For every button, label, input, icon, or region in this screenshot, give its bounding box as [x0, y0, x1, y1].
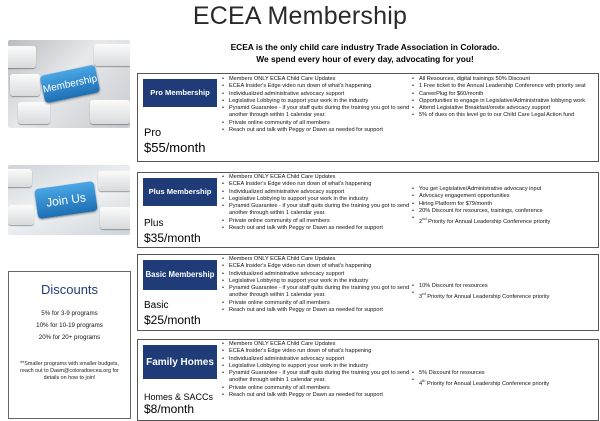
benefit: • All Resources, digital trainings 50% Discount [412, 76, 592, 83]
tier-benefits-left [222, 174, 412, 232]
benefit: • ECEA Insider's Edge video run down of what's happening [222, 348, 412, 355]
tier-badge: Plus Membership [143, 178, 217, 206]
benefit: • Individualized administrative advocacy support [222, 189, 412, 196]
discounts-title: Discounts [40, 282, 99, 297]
benefit: • Individualized administrative advocacy support [222, 271, 412, 278]
benefit: • Pyramid Guarantee - if your staff quits during the training you got to send another through within 1 calendar year. [222, 203, 412, 218]
benefit: • 4th Priority for Annual Leadership Conference priority [412, 377, 592, 388]
benefit: • Individualized administrative advocacy support [222, 356, 412, 363]
tier-badge: Family Homes [143, 345, 217, 379]
tier-name: Plus [144, 218, 164, 229]
keyboard-join-photo [8, 165, 130, 235]
benefit: • Pyramid Guarantee - if your staff quits during the training you got to send another through within 1 calendar year. [222, 370, 412, 385]
benefit: • 1 Free ticket to the Annual Leadership Conference with priority seat [412, 83, 592, 90]
tier-card-family-homes [137, 339, 599, 421]
benefit: • 20% Discount for resources, trainings, conference [412, 208, 592, 215]
discount-line: 10% for 10-19 programs [36, 322, 103, 329]
benefit: • Pyramid Guarantee - if your staff quits during the training you got to send another through within 1 calendar year. [222, 105, 412, 120]
discount-line: 5% for 3-9 programs [41, 310, 98, 317]
benefit: • Legislative Lobbying to support your work in the industry [222, 98, 412, 105]
key-shape [90, 100, 130, 124]
benefit: • Reach out and talk with Peggy or Dawn as needed for support [222, 225, 412, 232]
tier-benefits-left [222, 76, 412, 134]
tier-name: Pro [144, 127, 162, 139]
tier-benefits-right [412, 283, 592, 301]
key-shape [8, 46, 36, 68]
benefit: • Members ONLY ECEA Child Care Updates [222, 341, 412, 348]
tier-price: $35/month [144, 231, 201, 245]
benefit: • ECEA Insider's Edge video run down of what's happening [222, 181, 412, 188]
tier-price: $55/month [144, 140, 206, 155]
benefit: • Legislative Lobbying to support your work in the industry [222, 196, 412, 203]
discount-line: 20% for 20+ programs [38, 334, 101, 341]
keyboard-membership-photo [8, 40, 130, 128]
benefit: • Individualized administrative advocacy support [222, 91, 412, 98]
tagline-1: ECEA is the only child care industry Trade Association in Colorado. [230, 42, 500, 52]
tier-price: $25/month [144, 313, 201, 327]
benefit: • Pyramid Guarantee - if your staff quits during the training you got to send another through within 1 calendar year. [222, 285, 412, 300]
benefit: • Members ONLY ECEA Child Care Updates [222, 174, 412, 181]
benefit: • Hiring Platform for $79/month [412, 201, 592, 208]
tier-benefits-left [222, 341, 412, 399]
benefit: • Private online community of all members [222, 218, 412, 225]
benefit: • ECEA Insider's Edge video run down of what's happening [222, 83, 412, 90]
benefit: • 5% Discount for resources [412, 370, 592, 377]
tier-benefits-left [222, 256, 412, 314]
tier-name: Basic [144, 300, 169, 311]
benefit: • You get Legislative/Administrative advocacy input [412, 186, 592, 193]
tier-benefits-right [412, 370, 592, 388]
tier-card-plus [137, 172, 599, 248]
tier-badge: Pro Membership [143, 79, 217, 107]
benefit: • ECEA Insider's Edge video run down of what's happening [222, 263, 412, 270]
benefit: • Legislative Lobbying to support your work in the industry [222, 278, 412, 285]
tier-benefits-right [412, 76, 592, 120]
page-title: ECEA Membership [192, 2, 408, 30]
tier-price: $8/month [144, 402, 195, 416]
key-shape [8, 205, 34, 225]
benefit: • Advocacy engagement opportunities [412, 193, 592, 200]
benefit: • Private online community of all members [222, 300, 412, 307]
benefit: • Opportunities to engage in Legislative/Administrative lobbying work [412, 98, 592, 105]
tagline-2: We spend every hour of every day, advocating for you! [256, 54, 474, 64]
tier-card-basic [137, 254, 599, 331]
benefit: • Reach out and talk with Peggy or Dawn as needed for support [222, 392, 412, 399]
benefit: • Private online community of all members [222, 120, 412, 127]
key-shape [98, 171, 130, 191]
benefit: • CareerPlug for $60/month [412, 91, 592, 98]
join-us-key: Join Us [34, 181, 98, 219]
benefit: • 3rd Priority for Annual Leadership Conference priority [412, 290, 592, 301]
tier-benefits-right [412, 186, 592, 226]
benefit: • Attend Legislative Breakfast/onsite advocacy support [412, 105, 592, 112]
discounts-box [8, 271, 131, 419]
tier-badge: Basic Membership [143, 260, 217, 290]
key-shape [94, 44, 130, 66]
key-shape [100, 207, 130, 229]
benefit: • Reach out and talk with Peggy or Dawn as needed for support [222, 307, 412, 314]
benefit: • 5% of dues on this level go to our Child Care Legal Action fund [412, 112, 592, 119]
key-shape [18, 102, 50, 124]
membership-key: Membership [40, 64, 101, 103]
tier-name: Homes & SACCs [144, 392, 214, 402]
benefit: • 10% Discount for resources [412, 283, 592, 290]
benefit: • 2nd Priority for Annual Leadership Conference priority [412, 215, 592, 226]
benefit: • Legislative Lobbying to support your work in the industry [222, 363, 412, 370]
benefit: • Members ONLY ECEA Child Care Updates [222, 256, 412, 263]
discounts-note: **Smaller programs with smaller budgets, reach out to Dawn@coloradoecea.org for details on how to join! [20, 361, 119, 381]
tier-card-pro [137, 73, 599, 162]
benefit: • Private online community of all members [222, 385, 412, 392]
benefit: • Members ONLY ECEA Child Care Updates [222, 76, 412, 83]
benefit: • Reach out and talk with Peggy or Dawn as needed for support [222, 127, 412, 134]
key-shape [10, 74, 40, 96]
key-shape [8, 169, 32, 187]
